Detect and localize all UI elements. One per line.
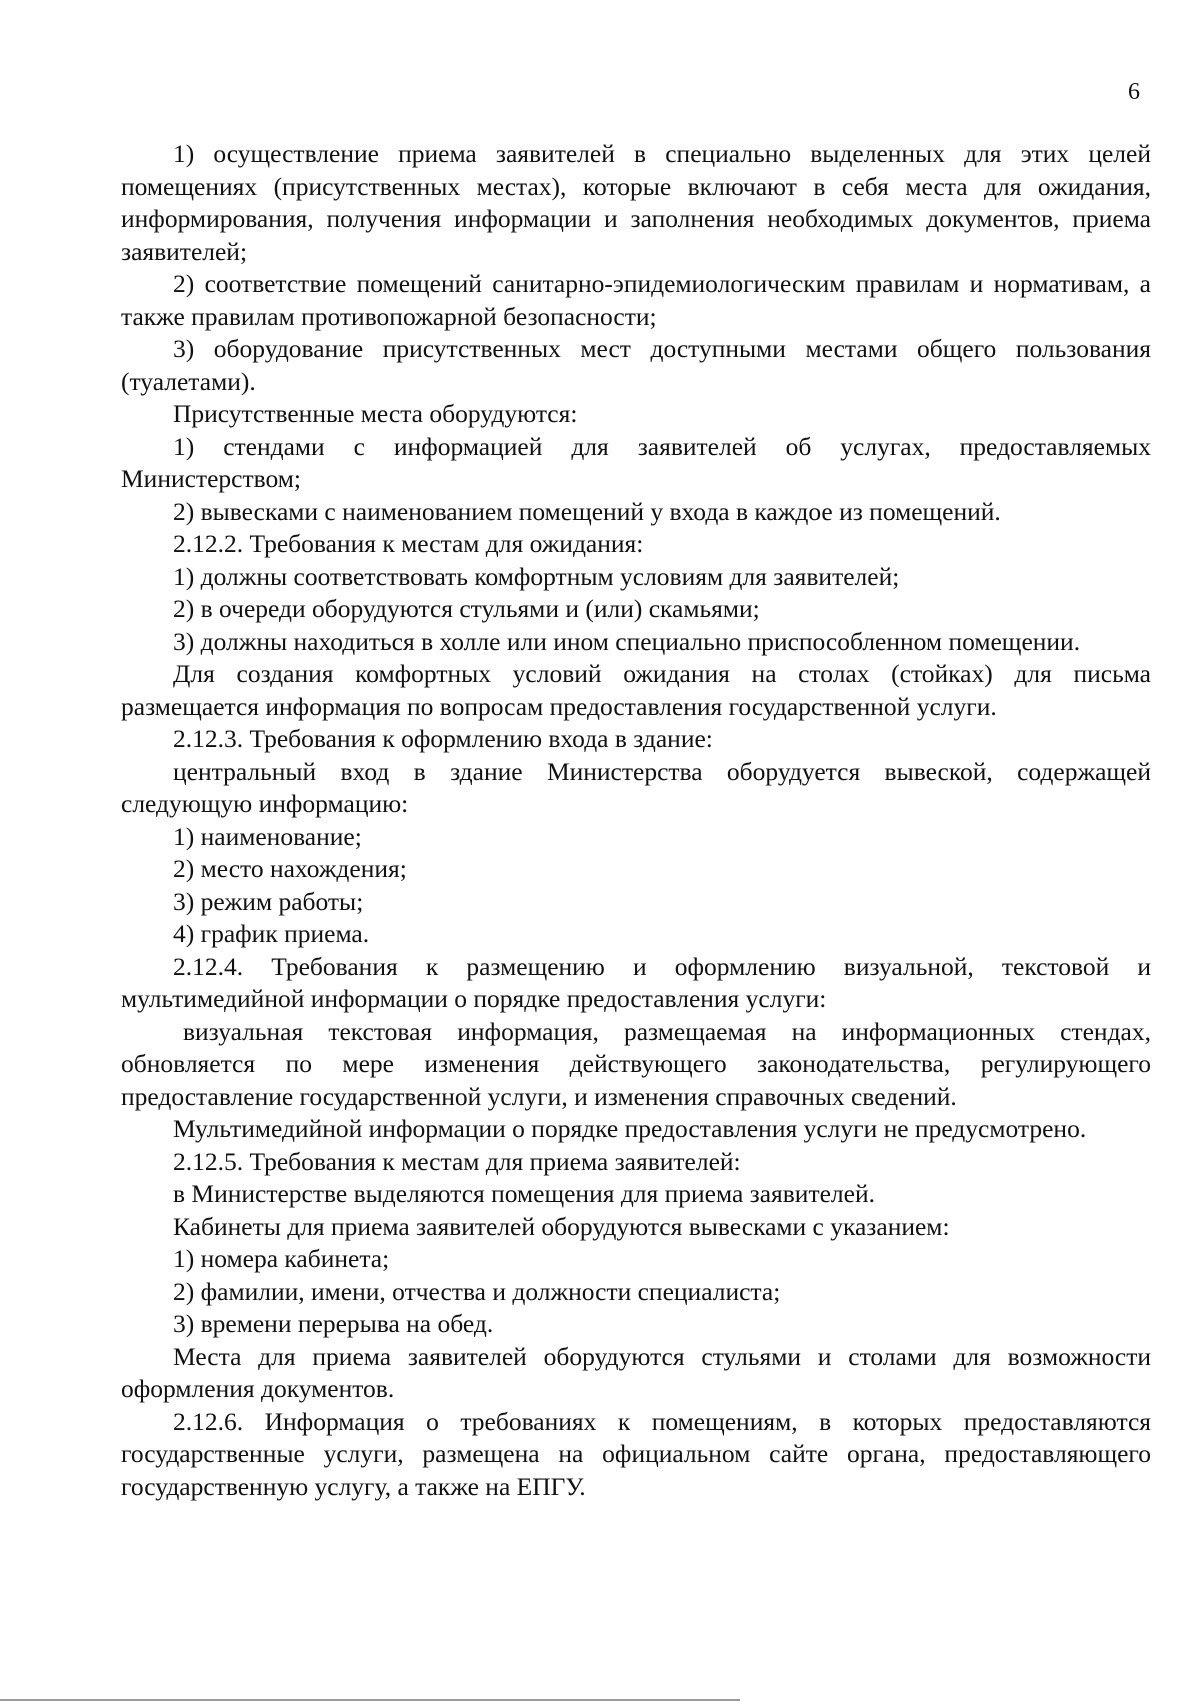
paragraph: 2) вывесками с наименованием помещений у входа в каждое из помещений. bbox=[173, 496, 1001, 526]
paragraph: 1) стендами с информацией для заявителей об услугах, предоставляемых Министерством; bbox=[121, 431, 1151, 493]
paragraph: Мультимедийной информации о порядке предоставления услуги не предусмотрено. bbox=[173, 1114, 1087, 1143]
list-item: 2) место нахождения; bbox=[173, 854, 407, 883]
list-item: 2) фамилии, имени, отчества и должности специалиста; bbox=[173, 1276, 781, 1306]
list-item: 1) наименование; bbox=[173, 821, 362, 851]
section-heading: 2.12.3. Требования к оформлению входа в здание: bbox=[173, 724, 713, 753]
section-heading: 2.12.4. Требования к размещению и оформлению визуальной, текстовой и мультимедийной информации о порядке предоставления услуги: bbox=[121, 951, 1151, 1013]
list-item: 1) номера кабинета; bbox=[173, 1244, 390, 1273]
list-item: 3) режим работы; bbox=[173, 886, 364, 916]
paragraph: центральный вход в здание Министерства оборудуется вывеской, содержащей следующую информацию: bbox=[121, 756, 1151, 818]
document-body bbox=[121, 138, 1151, 1503]
paragraph: 2) в очереди оборудуются стульями и (или) скамьями; bbox=[173, 594, 760, 623]
paragraph: 3) оборудование присутственных мест доступными местами общего пользования (туалетами). bbox=[121, 334, 1151, 396]
page-number: 6 bbox=[1128, 79, 1140, 105]
paragraph: 1) осуществление приема заявителей в специально выделенных для этих целей помещениях (присутственных местах), которые включают в себя места для ожидания, информирования, получения информации и заполнения необходимых документов, приема заявителей; bbox=[121, 139, 1151, 266]
paragraph: Кабинеты для приема заявителей оборудуются вывесками с указанием: bbox=[173, 1211, 950, 1241]
paragraph: 2) соответствие помещений санитарно-эпидемиологическим правилам и нормативам, а также правилам противопожарной безопасности; bbox=[121, 269, 1151, 331]
bottom-edge-line bbox=[0, 1699, 740, 1701]
paragraph: 1) должны соответствовать комфортным условиям для заявителей; bbox=[173, 561, 900, 591]
paragraph: визуальная текстовая информация, размещаемая на информационных стендах, обновляется по мере изменения действующего законодательства, регулирующего предоставление государственной услуги, и изменения справочных сведений. bbox=[121, 1016, 1151, 1111]
paragraph: в Министерстве выделяются помещения для приема заявителей. bbox=[173, 1179, 875, 1208]
section-heading: 2.12.5. Требования к местам для приема заявителей: bbox=[173, 1146, 741, 1176]
paragraph: Места для приема заявителей оборудуются стульями и столами для возможности оформления документов. bbox=[121, 1341, 1151, 1403]
paragraph: Для создания комфортных условий ожидания на столах (стойках) для письма размещается информация по вопросам предоставления государственной услуги. bbox=[121, 659, 1151, 721]
list-item: 4) график приема. bbox=[173, 919, 370, 948]
paragraph: 3) должны находиться в холле или ином специально приспособленном помещении. bbox=[173, 626, 1081, 656]
section-heading: 2.12.2. Требования к местам для ожидания: bbox=[173, 529, 644, 558]
paragraph: Присутственные места оборудуются: bbox=[173, 399, 578, 428]
list-item: 3) времени перерыва на обед. bbox=[173, 1309, 494, 1338]
section-heading: 2.12.6. Информация о требованиях к помещениям, в которых предоставляются государственные услуги, размещена на официальном сайте органа, предоставляющего государственную услугу, а также на ЕПГУ. bbox=[121, 1406, 1151, 1501]
